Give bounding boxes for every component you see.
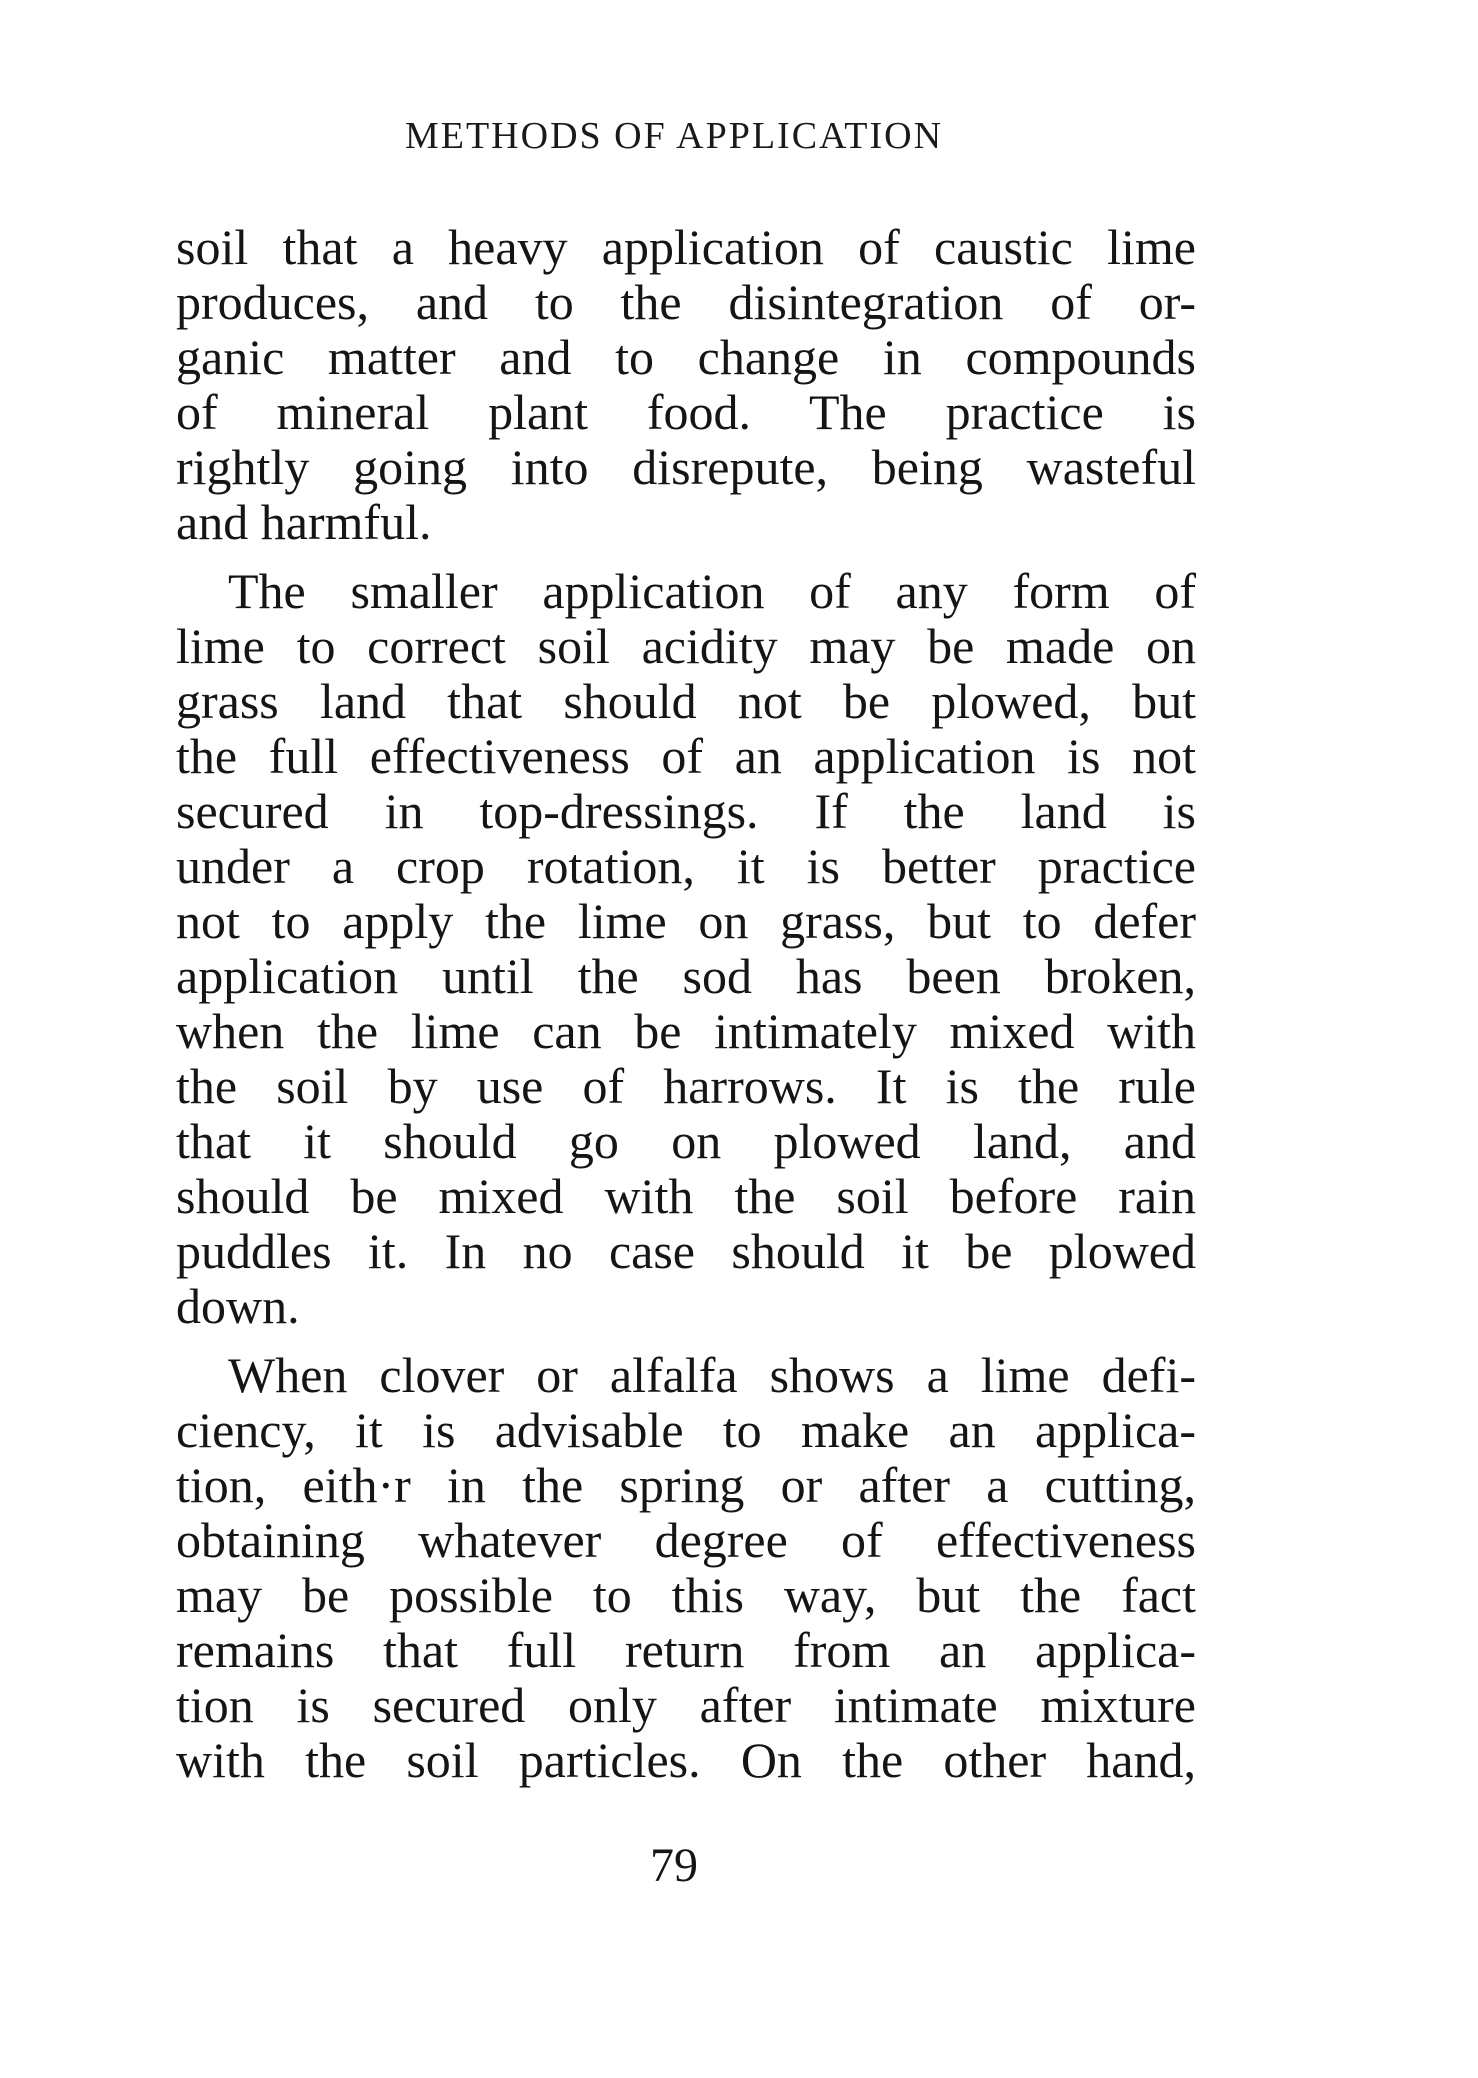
text-line: under a crop rotation, it is better practice xyxy=(176,838,1196,894)
running-head: METHODS OF APPLICATION xyxy=(404,115,944,157)
paragraph-3 xyxy=(176,1348,1196,1788)
text-line: should be mixed with the soil before rain xyxy=(176,1168,1196,1224)
paragraph-2 xyxy=(176,564,1196,1334)
text-line: tion, eith·r in the spring or after a cutting, xyxy=(176,1457,1196,1513)
text-line: secured in top-dressings. If the land is xyxy=(176,783,1196,839)
text-line: When clover or alfalfa shows a lime defi- xyxy=(228,1347,1196,1403)
text-line: ganic matter and to change in compounds xyxy=(176,329,1196,385)
text-line: rightly going into disrepute, being wasteful xyxy=(176,439,1196,495)
text-line: obtaining whatever degree of effectiveness xyxy=(176,1512,1196,1568)
text-line: The smaller application of any form of xyxy=(228,563,1196,619)
text-line: the full effectiveness of an application is not xyxy=(176,728,1196,784)
text-line: puddles it. In no case should it be plowed xyxy=(176,1223,1196,1279)
page-number: 79 xyxy=(650,1839,698,1892)
text-line: and harmful. xyxy=(176,494,432,550)
text-line: application until the sod has been broken, xyxy=(176,948,1196,1004)
text-line: ciency, it is advisable to make an applica- xyxy=(176,1402,1196,1458)
body-text xyxy=(176,220,1196,1788)
text-line: not to apply the lime on grass, but to defer xyxy=(176,893,1196,949)
text-line: lime to correct soil acidity may be made on xyxy=(176,618,1196,674)
text-line: grass land that should not be plowed, but xyxy=(176,673,1196,729)
text-line: of mineral plant food. The practice is xyxy=(176,384,1196,440)
paragraph-1 xyxy=(176,220,1196,550)
text-line: that it should go on plowed land, and xyxy=(176,1113,1196,1169)
text-line: the soil by use of harrows. It is the rule xyxy=(176,1058,1196,1114)
text-line: remains that full return from an applica- xyxy=(176,1622,1196,1678)
text-line: down. xyxy=(176,1278,300,1334)
text-line: tion is secured only after intimate mixture xyxy=(176,1677,1196,1733)
text-line: soil that a heavy application of caustic lime xyxy=(176,219,1196,275)
text-line: produces, and to the disintegration of or- xyxy=(176,274,1196,330)
text-line: when the lime can be intimately mixed with xyxy=(176,1003,1196,1059)
text-line: with the soil particles. On the other hand, xyxy=(176,1732,1196,1788)
text-line: may be possible to this way, but the fact xyxy=(176,1567,1196,1623)
